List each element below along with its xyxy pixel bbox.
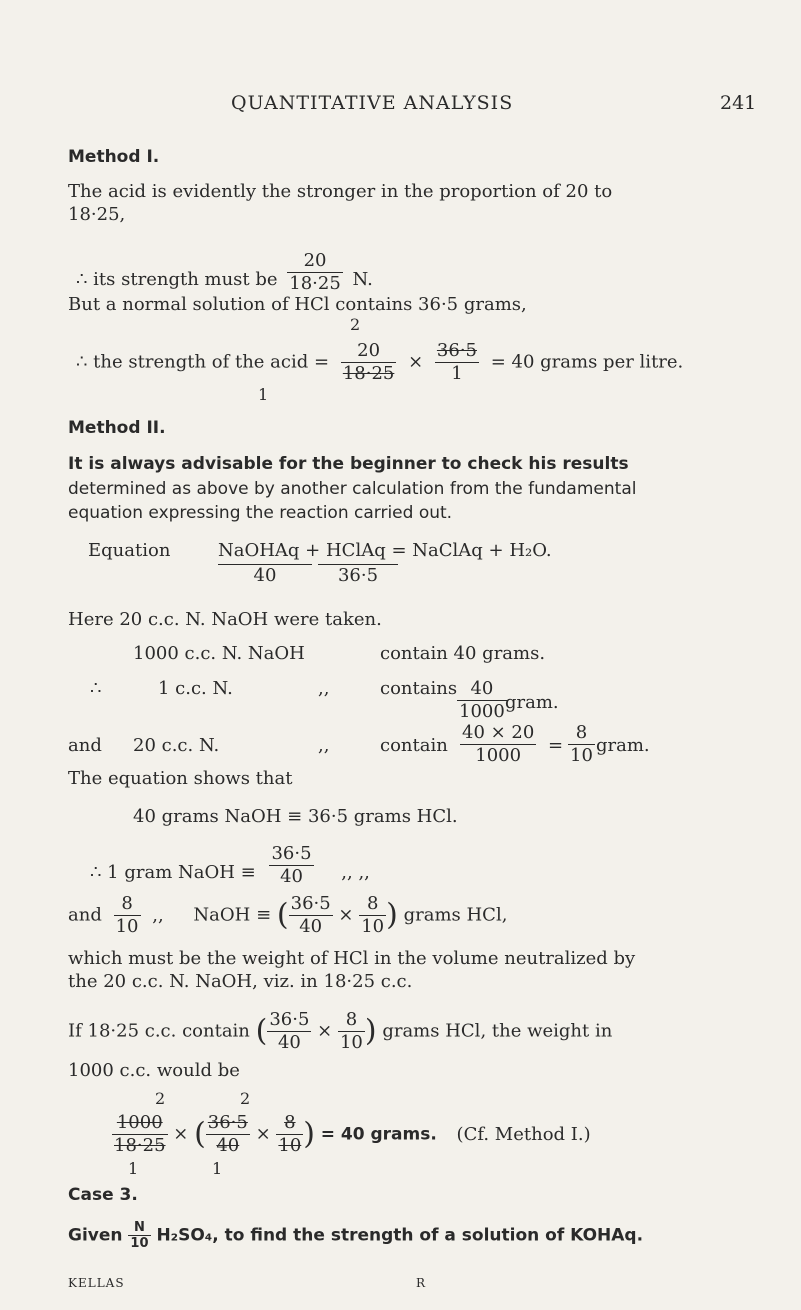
equals-sign: =	[548, 735, 564, 756]
footer-signature-mark: R	[416, 1276, 426, 1290]
cancel-number: 1	[128, 1159, 139, 1178]
fraction: $\frac{36\cdot 5}{40}$	[207, 1112, 248, 1156]
ratio-row-text: contains	[380, 678, 458, 699]
page-number: 241	[720, 92, 757, 114]
cancel-number: 2	[350, 315, 361, 334]
cancel-number: 2	[155, 1089, 166, 1108]
paragraph-line: equation expressing the reaction carried out.	[68, 503, 453, 523]
case-3-statement: Given $\frac{N}{10}$ H₂SO₄, to find the strength of a solution of KOHAq.	[68, 1220, 644, 1251]
case-3-heading: Case 3.	[68, 1185, 138, 1205]
cancel-number: 2	[240, 1089, 251, 1108]
method-1-text-line: 18·25,	[68, 204, 126, 225]
ditto-mark: ,,	[318, 735, 330, 756]
paragraph-line: which must be the weight of HCl in the volume neutralized by	[68, 948, 636, 969]
therefore-symbol: ∴	[90, 678, 102, 699]
footer-signature-left: KELLAS	[68, 1276, 125, 1290]
fraction: $\frac{36\cdot 5}{40}$	[269, 1009, 310, 1053]
paragraph-line: The equation shows that	[68, 768, 293, 789]
fraction: $\frac{40 \times 20}{1000}$	[462, 722, 535, 766]
ratio-row-text: 1000 c.c. N. NaOH	[133, 643, 305, 664]
fraction: $\frac{20}{18\cdot 25}$	[342, 340, 395, 384]
final-equation: $\frac{1000}{18\cdot 25}$ × ( $\frac{36\cdot 5}{40}$ × $\frac{8}{10}$ ) = 40 grams. (Cf. Method I.)	[114, 1112, 591, 1156]
method-1-heading: Method I.	[68, 147, 160, 167]
equivalence-line: 40 grams NaOH ≡ 36·5 grams HCl.	[133, 806, 458, 827]
fraction: $\frac{8}{10}$	[278, 1112, 302, 1156]
fraction: $\frac{8}{10}$	[570, 722, 593, 766]
unit-text: gram.	[596, 735, 650, 756]
paragraph-line: Here 20 c.c. N. NaOH were taken.	[68, 609, 382, 630]
equation-label: Equation	[88, 540, 171, 561]
equivalence-line: If 18·25 c.c. contain ( $\frac{36\cdot 5}{40}$ × $\frac{8}{10}$ ) grams HCl, the weight in	[68, 1009, 613, 1053]
normal-solution-line: But a normal solution of HCl contains 36·5 grams,	[68, 294, 527, 315]
reaction-equation: NaOHAq + HClAq = NaClAq + H₂O.	[218, 540, 552, 561]
fraction: $\frac{40}{1000}$	[459, 678, 505, 722]
ratio-row-text: contain	[380, 735, 448, 756]
cancel-number: 1	[258, 385, 269, 404]
fraction: $\frac{20}{18\cdot 25}$	[289, 250, 341, 294]
fraction: $\frac{8}{10}$	[361, 893, 385, 937]
strength-equation: ∴ its strength must be $\frac{20}{18\cdot 25}$ N.	[76, 250, 373, 294]
equivalence-line: ∴ 1 gram NaOH ≡ $\frac{36\cdot 5}{40}$ ,, ,,	[90, 843, 370, 887]
ditto-mark: ,,	[318, 678, 330, 699]
unit-text: gram.	[505, 692, 559, 713]
paragraph-line: determined as above by another calculation from the fundamental	[68, 479, 637, 499]
bold-paragraph-line: It is always advisable for the beginner to check his results	[68, 454, 629, 474]
equivalence-line: and $\frac{8}{10}$ ,, NaOH ≡ ( $\frac{36\cdot 5}{40}$ × $\frac{8}{10}$ ) grams HCl,	[68, 893, 508, 937]
fraction: $\frac{1000}{18\cdot 25}$	[114, 1112, 166, 1156]
fraction: $\frac{8}{10}$	[115, 893, 139, 937]
strength-prefix: ∴ its strength must be	[76, 269, 278, 290]
fraction: $\frac{8}{10}$	[339, 1009, 363, 1053]
cancel-number: 1	[212, 1159, 223, 1178]
paragraph-line: 1000 c.c. would be	[68, 1060, 240, 1081]
fraction: $\frac{36\cdot 5}{1}$	[436, 340, 477, 384]
fraction: $\frac{N}{10}$	[130, 1220, 149, 1251]
paragraph-line: the 20 c.c. N. NaOH, viz. in 18·25 c.c.	[68, 971, 413, 992]
fraction: $\frac{36\cdot 5}{40}$	[271, 843, 312, 887]
molar-weight: 36·5	[318, 564, 398, 587]
molar-weight: 40	[218, 564, 312, 587]
ratio-row-text: contain 40 grams.	[380, 643, 546, 664]
acid-strength-equation: ∴ the strength of the acid = $\frac{20}{18\cdot 25}$ × $\frac{36\cdot 5}{1}$ = 40 grams per litre.	[76, 340, 684, 384]
ratio-row-text: 20 c.c. N.	[133, 735, 220, 756]
fraction: $\frac{36\cdot 5}{40}$	[290, 893, 331, 937]
and-word: and	[68, 735, 102, 756]
ratio-row-text: 1 c.c. N.	[158, 678, 233, 699]
running-header: QUANTITATIVE ANALYSIS	[231, 92, 514, 114]
method-2-heading: Method II.	[68, 418, 166, 438]
method-1-text-line: The acid is evidently the stronger in the proportion of 20 to	[68, 181, 613, 202]
